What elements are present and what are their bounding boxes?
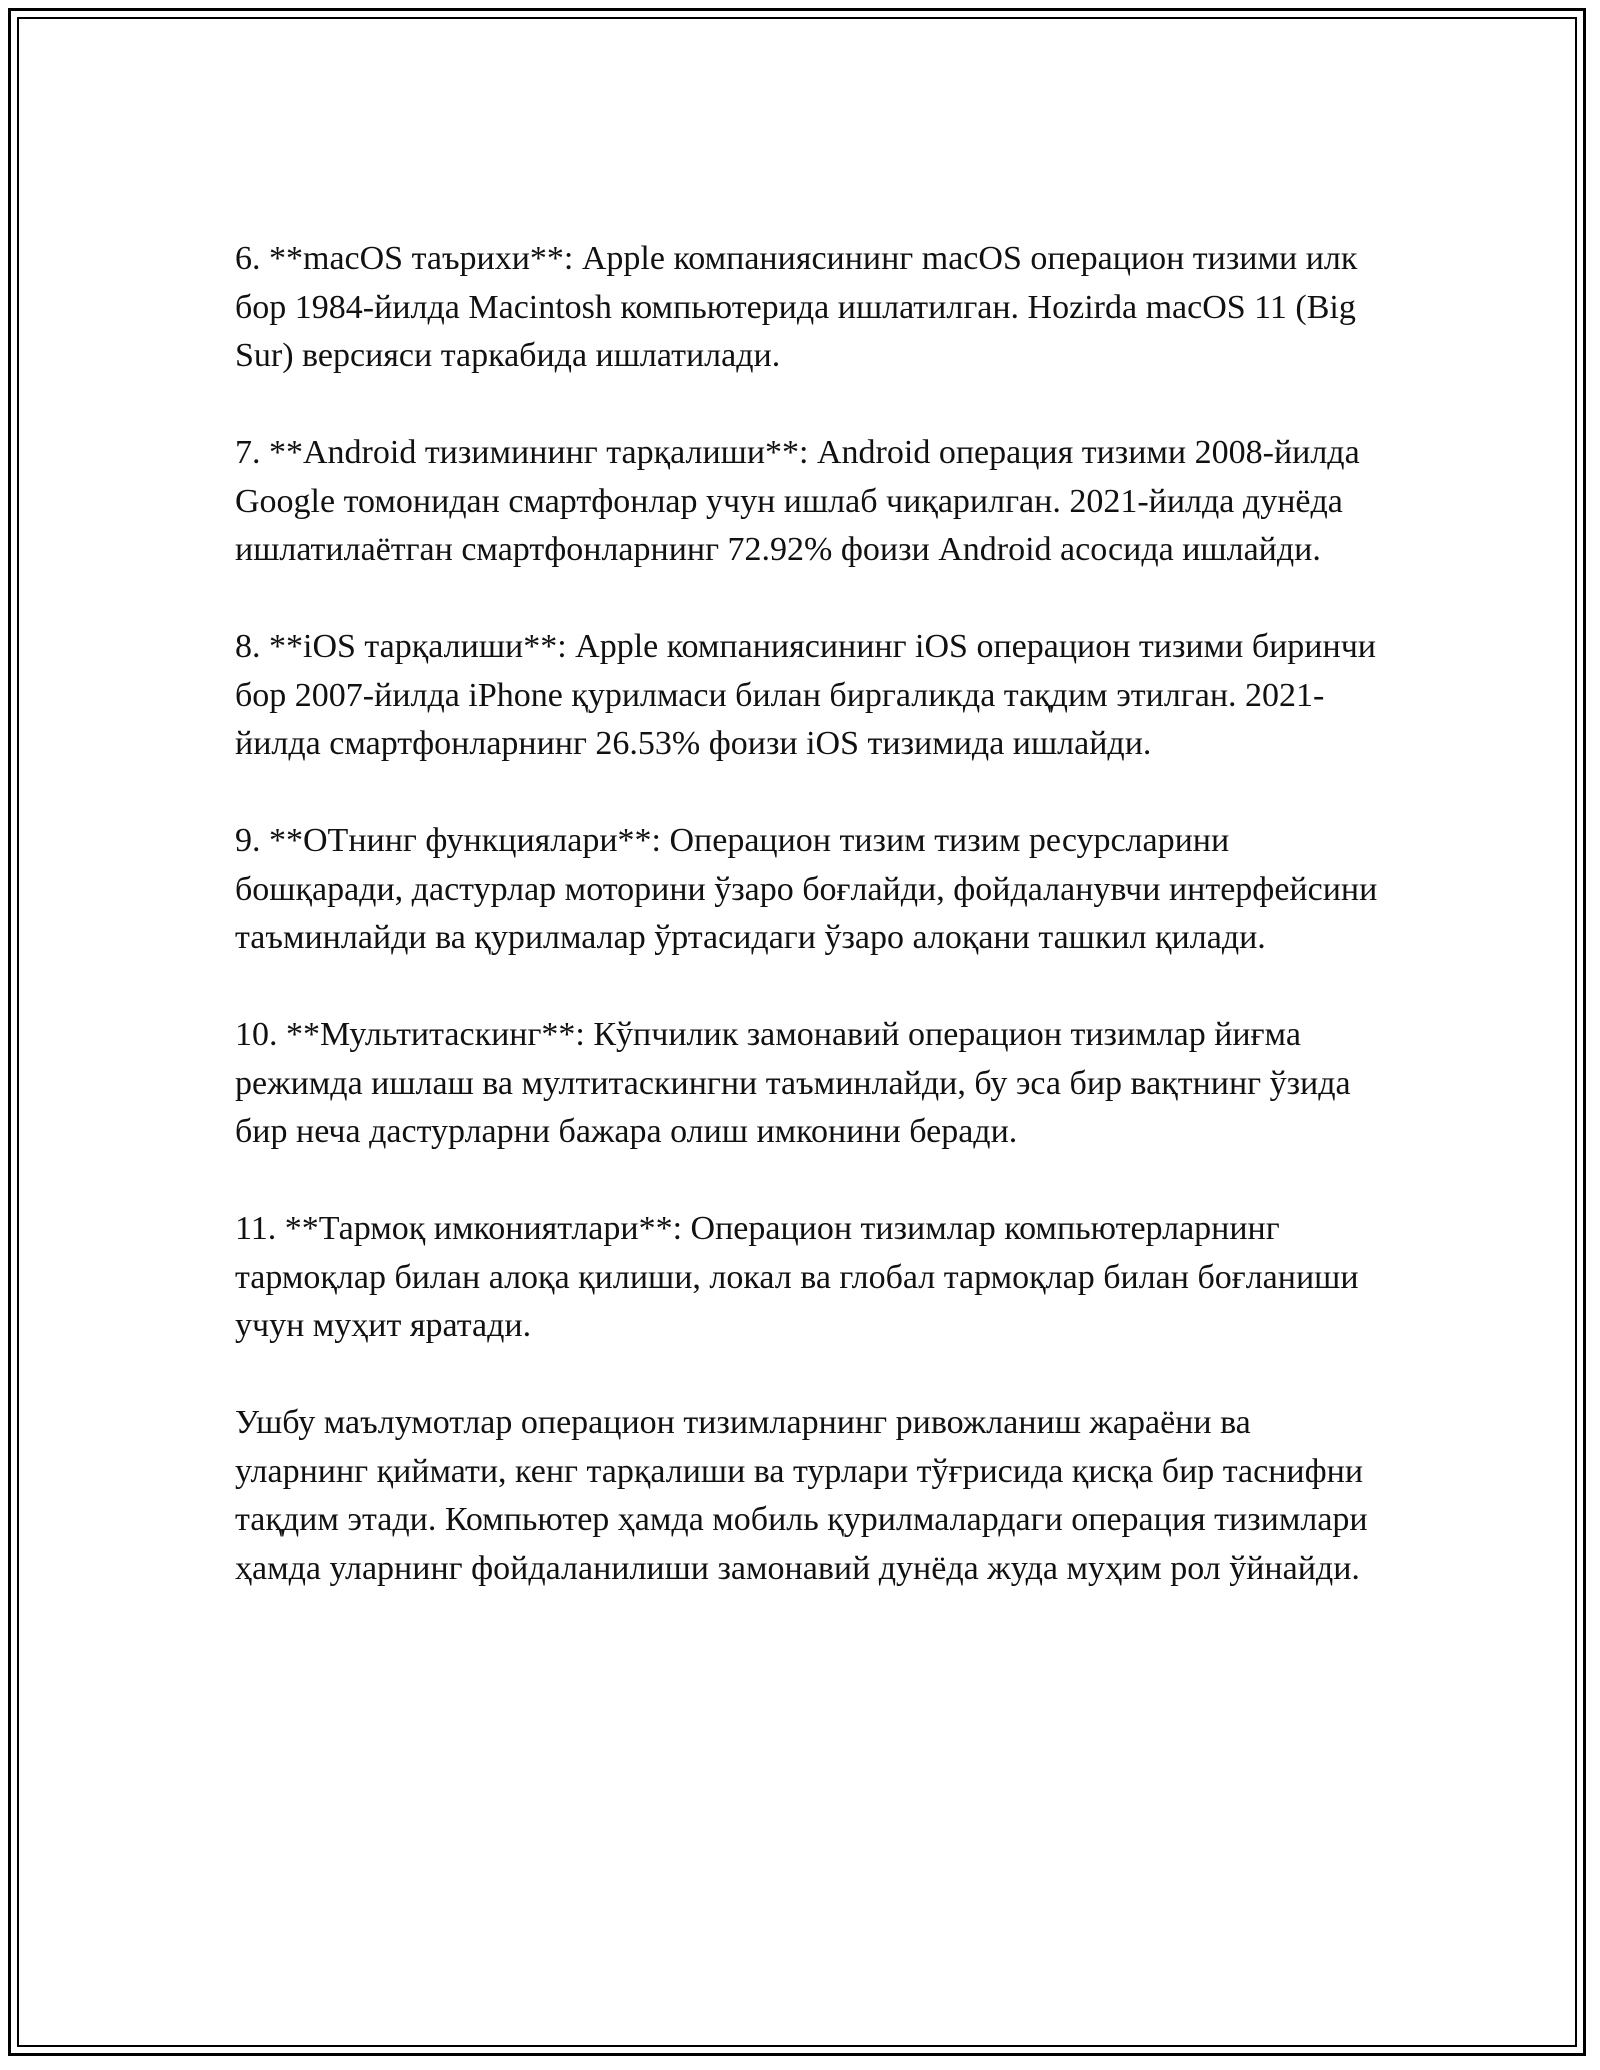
paragraph-os-functions: 9. **ОТнинг функциялари**: Операцион тизим тизим ресурсларини бошқаради, дастурлар моторини ўзаро боғлайди, фойдаланувчи интерфейсини таъминлайди ва қурилмалар ўртасидаги ўзаро алоқани ташкил қилади. bbox=[235, 822, 1378, 956]
paragraph-macos-history: 6. **macOS таърихи**: Apple компаниясининг macOS операцион тизими илк бор 1984-йилда Macintosh компьютерида ишлатилган. Hozirda macOS 11 (Big Sur) версияси таркабида ишлатилади. bbox=[235, 240, 1358, 374]
paragraph-network-capabilities: 11. **Тармоқ имкониятлари**: Операцион тизимлар компьютерларнинг тармоқлар билан алоқа қилиши, локал ва глобал тармоқлар билан боғланиши учун муҳит яратади. bbox=[235, 1210, 1359, 1344]
paragraph-ios-spread: 8. **iOS тарқалиши**: Apple компаниясининг iOS операцион тизими биринчи бор 2007-йилда iPhone қурилмаси билан биргаликда тақдим этилган. 2021-йилда смартфонларнинг 26.53% фоизи iOS тизимида ишлайди. bbox=[235, 628, 1376, 762]
paragraph-multitasking: 10. **Мультитаскинг**: Кўпчилик замонавий операцион тизимлар йиғма режимда ишлаш ва мултитаскингни таъминлайди, бу эса бир вақтнинг ўзида бир неча дастурларни бажара олиш имконини беради. bbox=[235, 1016, 1351, 1150]
document-body bbox=[235, 235, 1385, 1593]
paragraph-android-spread: 7. **Android тизимининг тарқалиши**: Android операция тизими 2008-йилда Google томонидан смартфонлар учун ишлаб чиқарилган. 2021-йилда дунёда ишлатилаётган смартфонларнинг 72.92% фоизи Android асосида ишлайди. bbox=[235, 434, 1360, 568]
paragraph-conclusion: Ушбу маълумотлар операцион тизимларнинг ривожланиш жараёни ва уларнинг қиймати, кенг тарқалиши ва турлари тўғрисида қисқа бир таснифни тақдим этади. Компьютер ҳамда мобиль қурилмалардаги операция тизимлари ҳамда уларнинг фойдаланилиши замонавий дунёда жуда муҳим рол ўйнайди. bbox=[235, 1404, 1368, 1587]
